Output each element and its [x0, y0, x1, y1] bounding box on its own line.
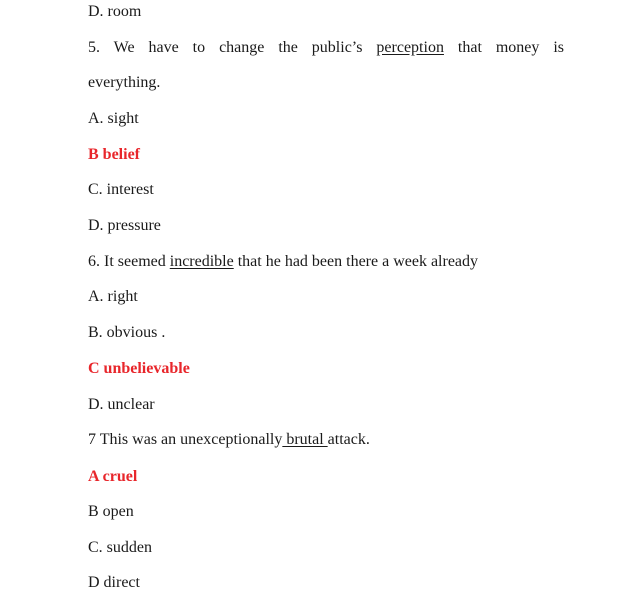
question-7-text-before: 7 This was an unexceptionally — [88, 431, 283, 448]
q5-option-b-answer: B belief — [88, 146, 140, 163]
q7-option-a-answer: A cruel — [88, 468, 138, 485]
question-5-text-before: 5. We have to change the public’s — [88, 39, 377, 56]
question-6 — [88, 252, 478, 272]
q6-option-c-answer: C unbelievable — [88, 360, 190, 377]
question-7 — [88, 430, 370, 450]
q4-option-d: D. room — [88, 3, 142, 20]
question-7-underlined-word: brutal — [282, 431, 328, 448]
q5-option-a: A. sight — [88, 110, 139, 127]
q5-option-c: C. interest — [88, 181, 154, 198]
question-7-text-after: attack. — [327, 431, 370, 448]
question-5-underlined-word: perception — [376, 39, 444, 56]
question-6-text-before: 6. It seemed — [88, 253, 170, 270]
q7-option-d: D direct — [88, 574, 140, 591]
q6-option-b: B. obvious . — [88, 324, 166, 341]
question-5 — [88, 38, 564, 58]
question-6-text-after: that he had been there a week already — [233, 253, 479, 270]
question-6-underlined-word: incredible — [169, 253, 234, 270]
q6-option-d: D. unclear — [88, 396, 155, 413]
q7-option-c: C. sudden — [88, 539, 152, 556]
question-5-text-after: that money is — [443, 39, 564, 56]
q6-option-a: A. right — [88, 288, 138, 305]
q7-option-b: B open — [88, 503, 134, 520]
question-5-continuation: everything. — [88, 74, 161, 91]
q5-option-d: D. pressure — [88, 217, 161, 234]
